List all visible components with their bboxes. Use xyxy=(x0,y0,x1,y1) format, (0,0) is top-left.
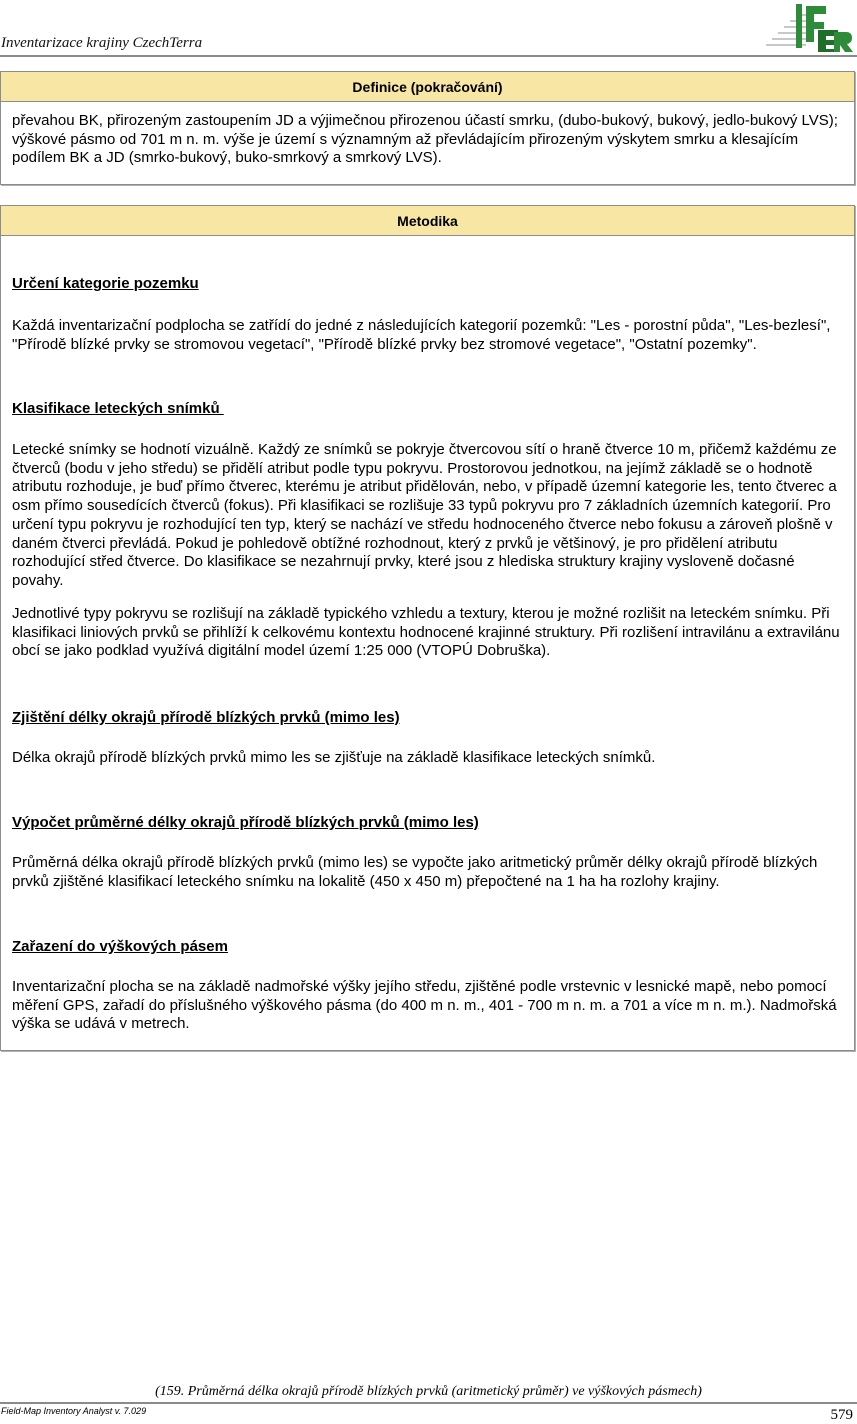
section-title-zarazeni: Zařazení do výškových pásem xyxy=(12,938,228,955)
section-paragraph: Jednotlivé typy pokryvu se rozlišují na základě typického vzhledu a textury, kterou je možné rozlišit na leteckém snímku. Při klasifikaci liniových prvků se přihlíží k celkovému kontextu hodnocené krajinné struktury. Při rozlišení intravilánu a extravilánu obcí se jako podklad využívá digitální model území 1:25 000 (VTOPÚ Dobruška). xyxy=(12,605,840,660)
section-paragraph: Letecké snímky se hodnotí vizuálně. Každý ze snímků se pokryje čtvercovou sítí o hraně čtverce 10 m, přičemž každému ze čtverců (bodu v jeho středu) se přidělí atribut podle typu pokryvu. Prostorovou jednotkou, na jejímž základě se o hodnotě atributu rozhoduje, je buď přímo čtverec, kterému je atribut přidělován, nebo, v případě územní kategorie les, tento čtverec a osm přímo sousedících čtverců (fokus). Při klasifikaci se rozlišuje 33 typů pokryvu pro 7 základních územních kategorií. Pro určení typu pokryvu je rozhodující ten typ, který se nachází ve středu hodnoceného čtverce nebo fokusu a zároveň plošně v daném čtverci převládá. Pokud je pohledově obtížné rozhodnout, který z prvků je většinový, je pro přidělení atributu rozhodující střed čtverce. Do klasifikace se nezahrnují prvky, které jsou z hlediska struktury krajiny vysloveně dočasné povahy. xyxy=(12,441,837,589)
definice-text: převahou BK, přirozeným zastoupením JD a výjimečnou přirozenou účastí smrku, (dubo-bukový, bukový, jedlo-bukový LVS); výškové pásmo od 701 m n. m. výše je území s významným až převládajícím přirozeným výskytem smrku a klesajícím podílem BK a JD (smrko-bukový, buko-smrkový a smrkový LVS). xyxy=(12,112,838,167)
section-paragraph: Inventarizační plocha se na základě nadmořské výšky jejího středu, zjištěné podle vrstevnic v lesnické mapě, nebo pomocí měření GPS, zařadí do příslušného výškového pásma (do 400 m n. m., 401 - 700 m n. m. a 701 a více m n. m.). Nadmořská výška se udává v metrech. xyxy=(12,978,837,1033)
metodika-heading: Metodika xyxy=(1,206,854,236)
document-title: Inventarizace krajiny CzechTerra xyxy=(1,35,203,51)
definice-box xyxy=(0,71,855,185)
section-title-klasifikace: Klasifikace leteckých snímků xyxy=(12,400,224,417)
header-divider xyxy=(0,55,857,57)
metodika-box xyxy=(0,205,855,1051)
definice-heading: Definice (pokračování) xyxy=(1,72,854,102)
section-title-urceni-kategorie: Určení kategorie pozemku xyxy=(12,275,199,292)
section-title-zjisteni-delky: Zjištění délky okrajů přírodě blízkých prvků (mimo les) xyxy=(12,709,400,726)
section-paragraph: Průměrná délka okrajů přírodě blízkých prvků (mimo les) se vypočte jako aritmetický průměr délky okrajů přírodě blízkých prvků zjištěné klasifikací leteckého snímku na lokalitě (450 x 450 m) přepočtené na 1 ha ha rozlohy krajiny. xyxy=(12,854,818,890)
figure-caption: (159. Průměrná délka okrajů přírodě blízkých prvků (aritmetický průměr) ve výškových pásmech) xyxy=(155,1384,702,1399)
footer-divider xyxy=(0,1402,857,1404)
section-title-vypocet: Výpočet průměrné délky okrajů přírodě blízkých prvků (mimo les) xyxy=(12,814,479,831)
section-paragraph: Každá inventarizační podplocha se zatřídí do jedné z následujících kategorií pozemků: "Les - porostní půda", "Les-bezlesí", "Přírodě blízké prvky se stromovou vegetací", "Přírodě blízké prvky bez stromové vegetace", "Ostatní pozemky". xyxy=(12,317,831,353)
ifer-logo xyxy=(760,2,854,52)
page-number: 579 xyxy=(830,1407,853,1423)
software-version: Field-Map Inventory Analyst v. 7.029 xyxy=(1,1406,147,1416)
section-paragraph: Délka okrajů přírodě blízkých prvků mimo les se zjišťuje na základě klasifikace leteckých snímků. xyxy=(12,749,656,766)
